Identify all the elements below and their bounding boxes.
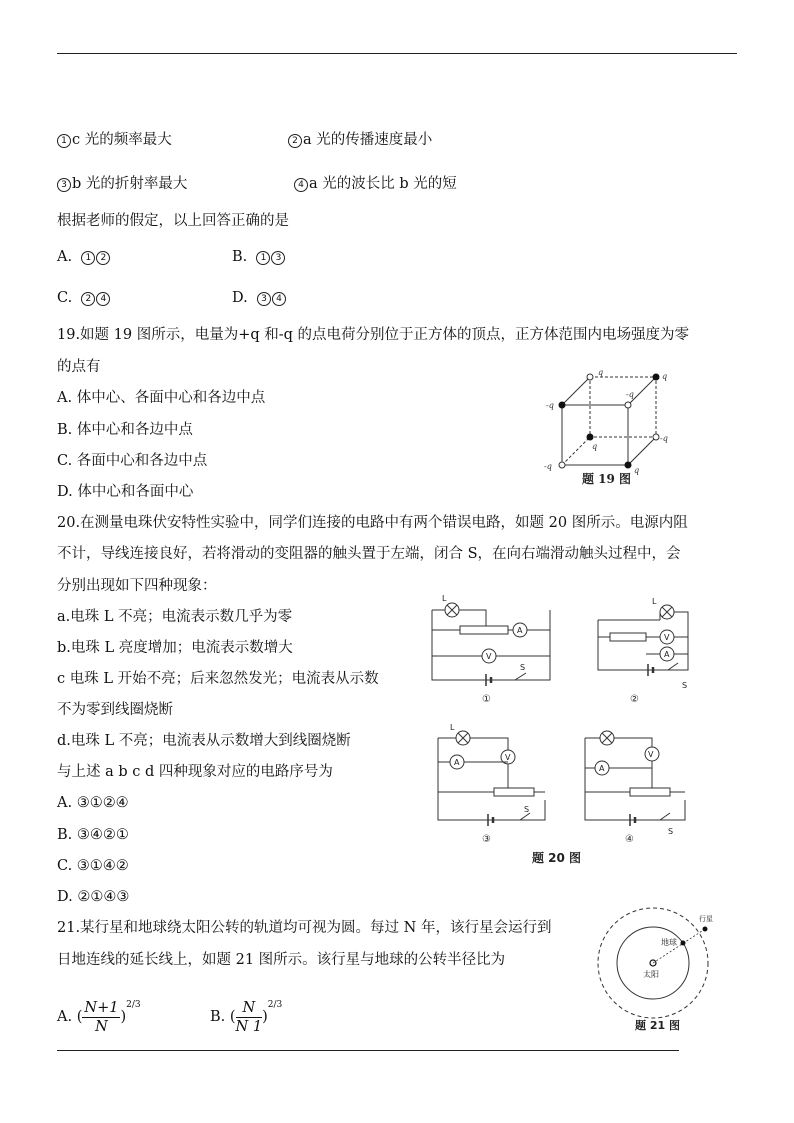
circled-number: 2	[81, 292, 95, 306]
circled-number: 3	[257, 292, 271, 306]
figure-label: A	[517, 626, 523, 635]
orbit-figure	[595, 905, 720, 1035]
circuit-figure	[420, 590, 700, 870]
circuit-3	[438, 723, 545, 845]
q18-option-2: 2 a 光的传播速度最小	[288, 130, 432, 150]
q20-choice-a: A. ③①②④	[57, 795, 129, 811]
q18-choice-b: B. 1 3	[232, 247, 286, 267]
q20-question: 与上述 a b c d 四种现象对应的电路序号为	[57, 764, 333, 780]
figure-label: S	[524, 805, 530, 814]
rheostat-icon	[610, 633, 646, 641]
q19-choice-d: D. 体中心和各面中心	[57, 484, 194, 500]
charge-label: q	[598, 368, 604, 377]
figure-label: ③	[482, 834, 491, 845]
figure-label: A	[454, 758, 460, 767]
figure-label: S	[682, 681, 688, 690]
charge-point	[587, 434, 594, 441]
switch-icon	[660, 813, 670, 820]
figure-caption: 题 21 图	[635, 1019, 680, 1032]
cube-charge-figure	[530, 363, 680, 488]
charge-point	[625, 462, 632, 469]
figure-label: L	[442, 594, 447, 603]
cube-front-face	[562, 405, 628, 465]
figure-label: ②	[630, 694, 639, 705]
q20-choice-d: D. ②①④③	[57, 889, 130, 905]
charge-label: -q	[544, 462, 552, 471]
charge-point	[559, 462, 565, 468]
charge-point	[559, 402, 566, 409]
charge-point	[587, 374, 593, 380]
figure-label: V	[664, 633, 670, 642]
footer-rule	[57, 1050, 679, 1051]
circled-number: 1	[57, 134, 71, 148]
q20-phenomenon-b: b.电珠 L 亮度增加；电流表示数增大	[57, 640, 293, 656]
circled-number: 4	[272, 292, 286, 306]
q18-option-3: 3 b 光的折射率最大	[57, 174, 187, 194]
q20-phenomenon-c: c 电珠 L 开始不亮；后来忽然发光；电流表从示数	[57, 671, 379, 687]
circuit-1	[432, 594, 550, 705]
q18-option-4: 4 a 光的波长比 b 光的短	[294, 174, 457, 194]
circled-number: 2	[96, 251, 110, 265]
q19-choice-a: A. 体中心、各面中心和各边中点	[57, 390, 266, 406]
figure-label: ④	[625, 834, 634, 845]
planet-icon	[703, 927, 708, 932]
figure-label: A	[664, 650, 670, 659]
figure-caption: 题 20 图	[532, 851, 582, 865]
charge-label: q	[592, 442, 598, 451]
q21-choice-a: A. ( $\frac{N+1}{N}$ )$^{2/3}$	[57, 999, 141, 1035]
q18-choice-d: D. 3 4	[232, 288, 287, 308]
figure-label: V	[505, 753, 511, 762]
switch-icon	[520, 813, 530, 820]
q21-choice-b: B. ( $\frac{N}{N 1}$ )$^{2/3}$	[210, 999, 283, 1035]
figure-label: 行星	[699, 915, 713, 923]
q21-stem-line2: 日地连线的延长线上，如题 21 图所示。该行星与地球的公转半径比为	[57, 952, 506, 968]
figure-label: S	[668, 827, 674, 836]
q20-phenomenon-a: a.电珠 L 不亮；电流表示数几乎为零	[57, 609, 293, 625]
circled-number: 1	[256, 251, 270, 265]
charge-points	[559, 374, 660, 469]
circled-number: 2	[288, 134, 302, 148]
figure-caption: 题 19 图	[582, 472, 632, 486]
earth-icon	[681, 941, 686, 946]
circuit-2	[598, 597, 688, 705]
charge-label: -q	[546, 401, 554, 410]
switch-icon	[515, 673, 526, 680]
charge-label: -q	[626, 390, 634, 399]
figure-label: L	[652, 597, 657, 606]
q19-choice-b: B. 体中心和各边中点	[57, 422, 193, 438]
charge-point	[653, 434, 659, 440]
q18-choice-a: A. 1 2	[57, 247, 111, 267]
figure-label: L	[450, 723, 455, 732]
cube-back-face	[590, 377, 656, 437]
charge-label: q	[634, 466, 640, 475]
figure-label: 太阳	[643, 970, 659, 979]
circled-number: 3	[271, 251, 285, 265]
circled-number: 1	[81, 251, 95, 265]
q20-phenomenon-c-cont: 不为零到线圈烧断	[57, 702, 173, 718]
circled-number: 3	[57, 178, 71, 192]
rheostat-icon	[494, 788, 534, 796]
figure-label: 地球	[661, 938, 677, 947]
figure-label: ①	[482, 694, 491, 705]
q20-choice-b: B. ③④②①	[57, 827, 129, 843]
q20-stem-line3: 分别出现如下四种现象：	[57, 578, 217, 594]
q19-stem-line1: 19.如题 19 图所示，电量为+q 和-q 的点电荷分别位于正方体的顶点，正方体范围内电场强度为零	[57, 327, 690, 343]
charge-label: q	[662, 372, 668, 381]
figure-label: V	[486, 652, 492, 661]
circuit-4	[585, 731, 685, 845]
q18-choice-c: C. 2 4	[57, 288, 111, 308]
figure-label: A	[599, 764, 605, 773]
switch-icon	[668, 663, 678, 670]
q20-choice-c: C. ③①④②	[57, 858, 129, 874]
circled-number: 4	[294, 178, 308, 192]
q21-stem-line1: 21.某行星和地球绕太阳公转的轨道均可视为圆。每过 N 年，该行星会运行到	[57, 920, 552, 936]
figure-label: S	[520, 663, 526, 672]
q19-stem-line2: 的点有	[57, 359, 101, 375]
rheostat-icon	[460, 626, 508, 634]
circled-number: 4	[96, 292, 110, 306]
q20-stem-line2: 不计，导线连接良好，若将滑动的变阻器的触头置于左端，闭合 S，在向右端滑动触头过程中，会	[57, 546, 681, 562]
q18-option-1: 1 c 光的频率最大	[57, 130, 172, 150]
q20-stem-line1: 20.在测量电珠伏安特性实验中，同学们连接的电路中有两个错误电路，如题 20 图所示。电源内阻	[57, 515, 688, 531]
charge-point	[625, 402, 631, 408]
header-rule	[57, 53, 737, 54]
charge-point	[653, 374, 660, 381]
charge-label: -q	[660, 434, 668, 443]
q20-phenomenon-d: d.电珠 L 不亮；电流表从示数增大到线圈烧断	[57, 733, 351, 749]
q19-choice-c: C. 各面中心和各边中点	[57, 453, 208, 469]
figure-label: V	[648, 750, 654, 759]
q18-prompt: 根据老师的假定，以上回答正确的是	[57, 213, 289, 229]
rheostat-icon	[630, 788, 670, 796]
